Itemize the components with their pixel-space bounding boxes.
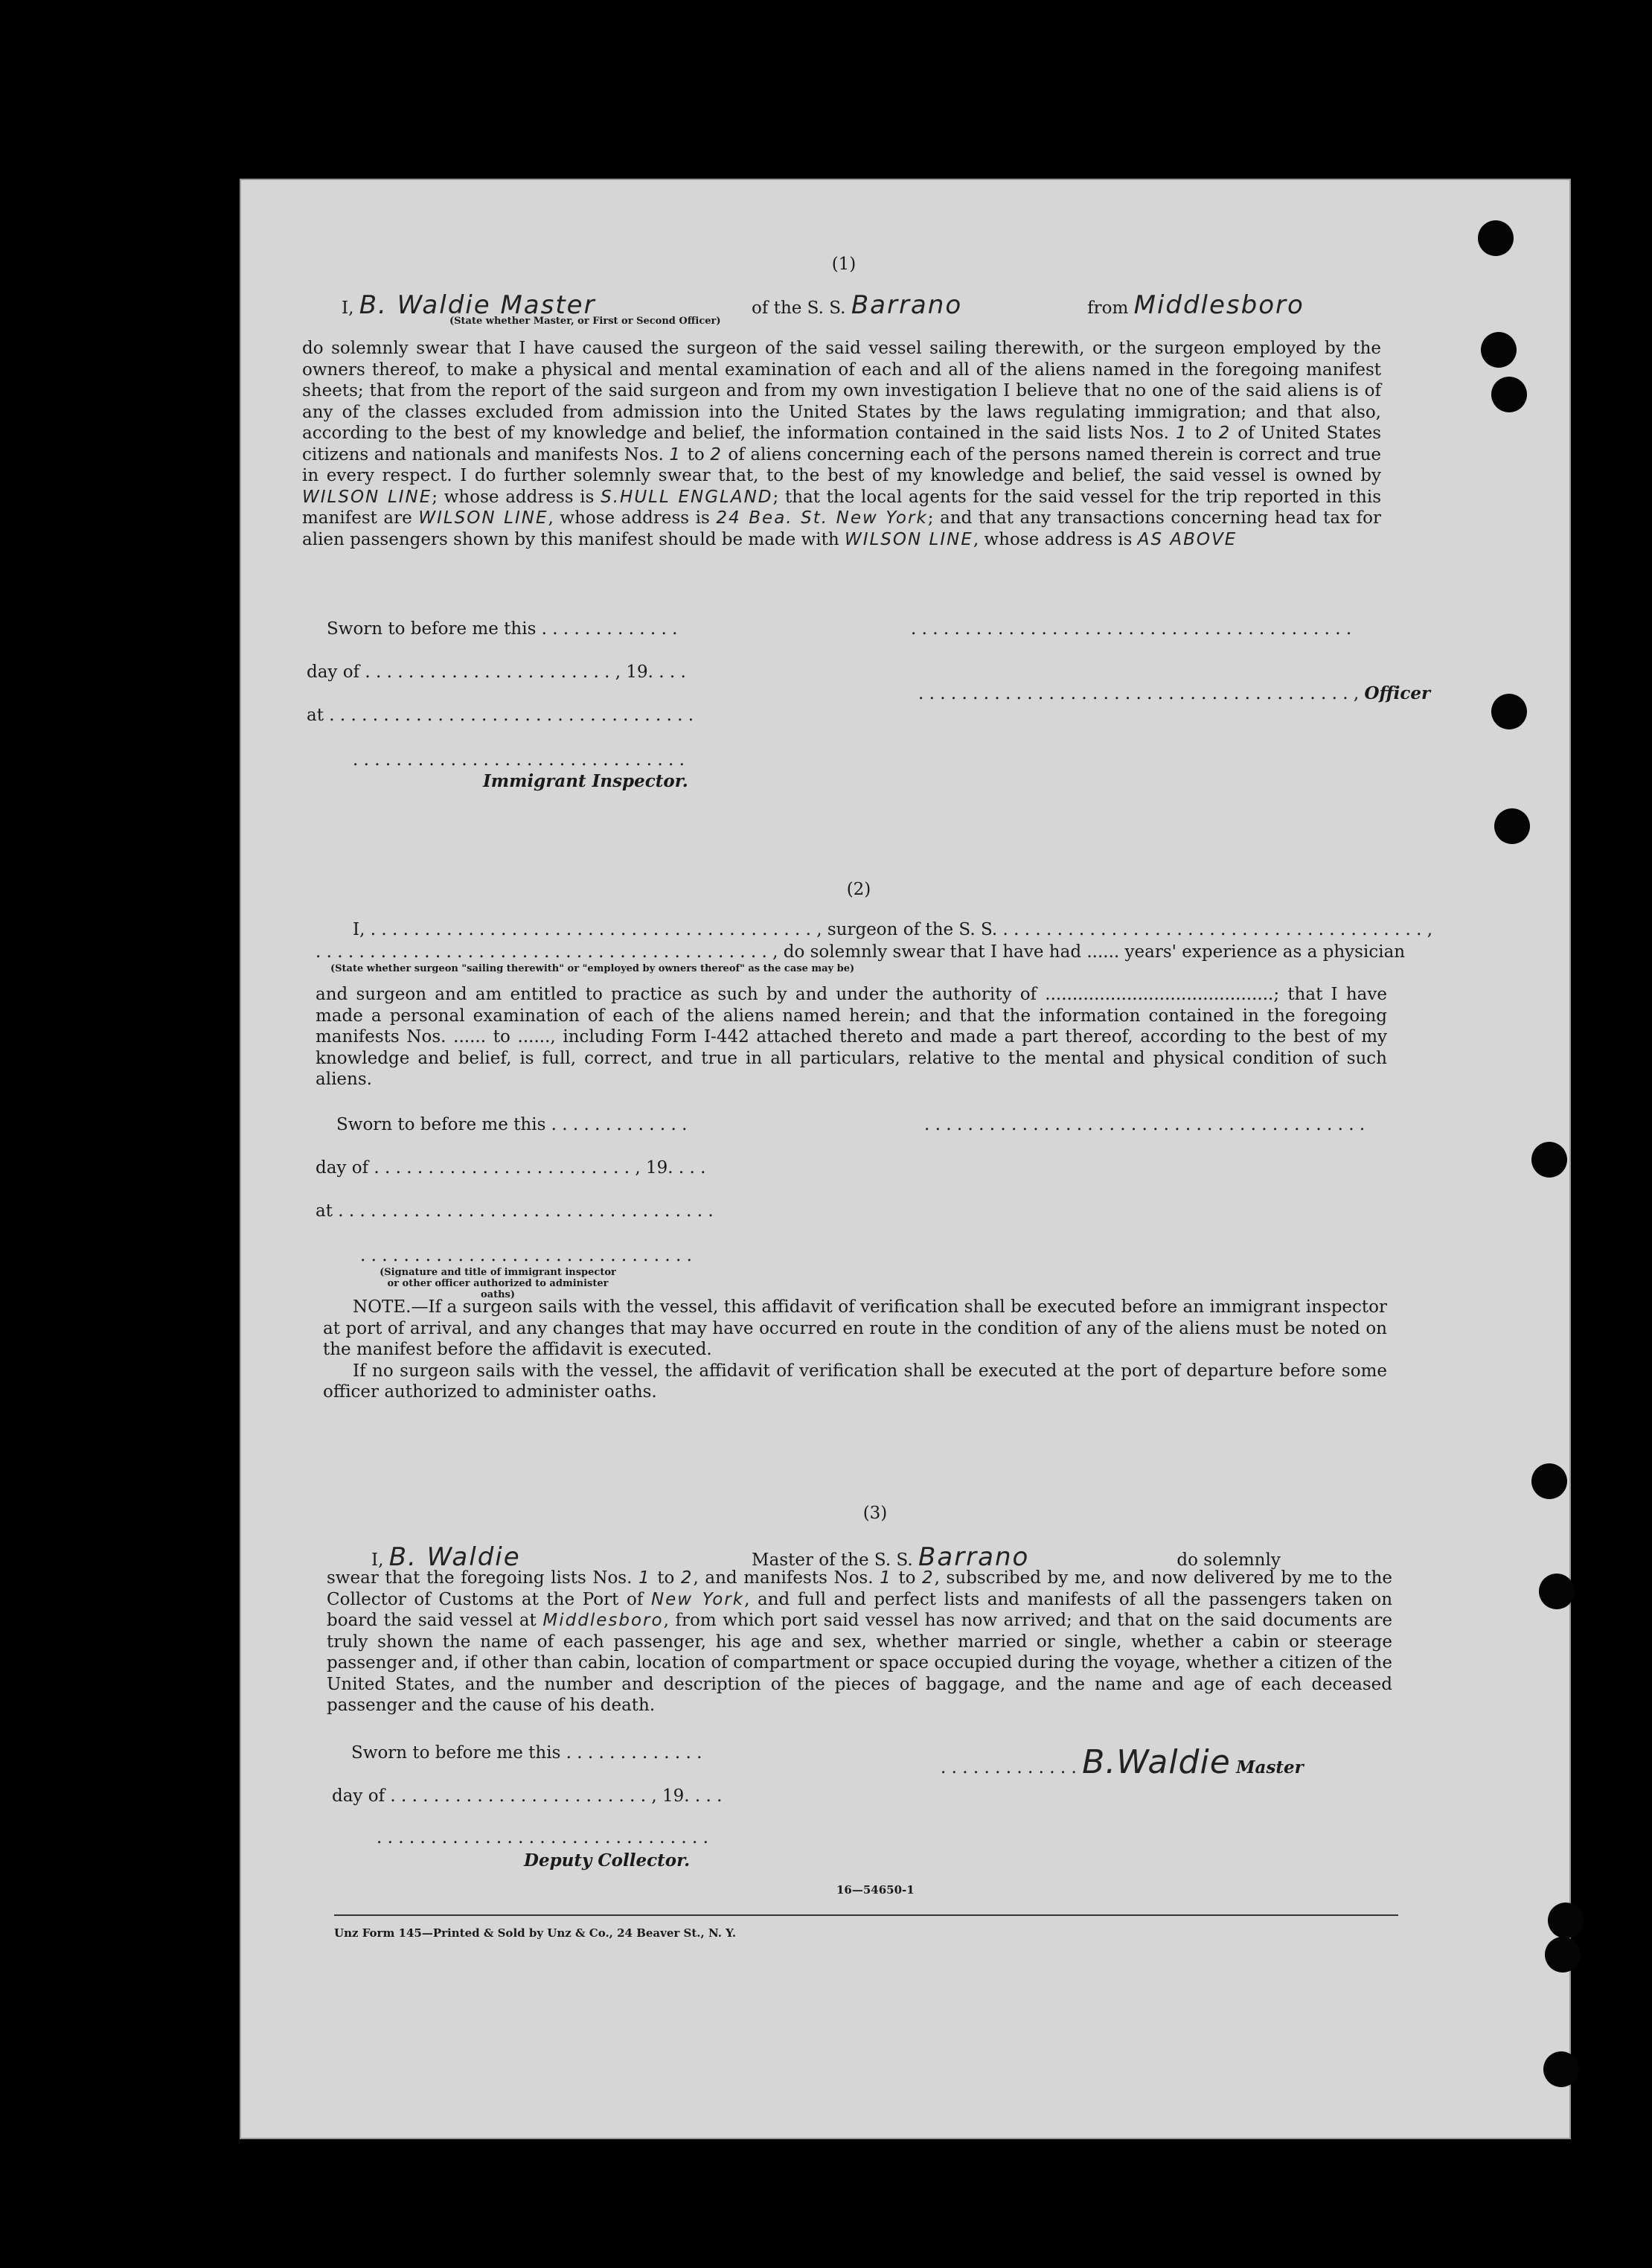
printer-credit: Unz Form 145—Printed & Sold by Unz & Co., 24 Beaver St., N. Y. (334, 1926, 737, 1940)
punch-hole (1548, 1903, 1584, 1938)
punch-hole (1531, 1142, 1567, 1178)
master-label: Master (1236, 1757, 1304, 1777)
s3-vessel-handwritten: Barrano (918, 1542, 1030, 1572)
punch-hole (1531, 1463, 1567, 1499)
i-label: I, (342, 298, 354, 318)
punch-hole (1539, 1574, 1575, 1609)
s3-sworn: Sworn to before me this . . . . . . . . . . . . . (351, 1743, 702, 1763)
s2-at: at . . . . . . . . . . . . . . . . . . . . . . . . . . . . . . . . . . . (316, 1201, 714, 1221)
s3-day-of: day of . . . . . . . . . . . . . . . . . . . . . . . . , 19. . . . (332, 1786, 723, 1806)
s2-line1: I, . . . . . . . . . . . . . . . . . . . . . . . . . . . . . . . . . . . . . . . . . , surgeon of the S. S. . . . . . . . . . . . . . . . . . . . . . . . . . . . . . . . . . . . . . . . , (353, 920, 1433, 939)
s3-signature-line: . . . . . . . . . . . . . B.Waldie Master (941, 1743, 1304, 1781)
s2-day-of: day of . . . . . . . . . . . . . . . . . . . . . . . . , 19. . . . (316, 1158, 706, 1178)
s3-line1: I, B. Waldie Master of the S. S. Barrano do solemnly (371, 1542, 1281, 1572)
s1-day-of: day of . . . . . . . . . . . . . . . . . . . . . . . , 19. . . . (307, 662, 686, 682)
s1-at: at . . . . . . . . . . . . . . . . . . . . . . . . . . . . . . . . . . (307, 706, 694, 725)
manifest-page (240, 179, 1571, 2139)
section-2-note: NOTE.—If a surgeon sails with the vessel, this affidavit of verification shall be executed before an immigrant inspector at port of arrival, and any changes that may have occurred en route in the condition of any of the aliens must be noted on the manifest before the affidavit is executed. If no surgeon sails with the vessel, the affidavit of verification shall be executed at the port of departure before some officer authorized to administer oaths. (323, 1297, 1387, 1402)
s3-master-name-handwritten: B. Waldie (388, 1542, 521, 1572)
section-3-body: swear that the foregoing lists Nos. 1 to 2, and manifests Nos. 1 to 2, subscribed by me, and now delivered by me to the Collector of Customs at the Port of New York, and full and perfect lists and manifests of all the passengers taken on board the said vessel at Middlesboro, from which port said vessel has now arrived; and that on the said documents are truly shown the name of each passenger, his age and sex, whether married or single, whether a cabin or steerage passenger and, if other than cabin, location of compartment or space occupied during the voyage, whether a citizen of the United States, and the number and description of the pieces of baggage, and the name and age of each deceased passenger and the cause of his death. (327, 1568, 1393, 1715)
punch-hole (1478, 220, 1514, 256)
section-1-number: (1) (831, 255, 857, 274)
s1-sworn: Sworn to before me this . . . . . . . . . . . . . (327, 619, 678, 639)
section-2-number: (2) (846, 880, 871, 899)
s2-sig-line: . . . . . . . . . . . . . . . . . . . . . . . . . . . . . . . (360, 1246, 692, 1265)
s3-collector-line: . . . . . . . . . . . . . . . . . . . . . . . . . . . . . . . (377, 1828, 708, 1847)
s1-inspector-line: . . . . . . . . . . . . . . . . . . . . . . . . . . . . . . . (353, 750, 685, 770)
s2-sworn: Sworn to before me this . . . . . . . . . . . . . (336, 1115, 688, 1134)
surgeon-status-label: (State whether surgeon "sailing therewith" or "employed by owners thereof" as the case may be) (330, 963, 855, 974)
officer-label: Officer (1364, 683, 1431, 703)
deputy-collector-label: Deputy Collector. (524, 1850, 691, 1871)
punch-hole (1545, 1937, 1581, 1972)
from-label: from (1087, 298, 1129, 318)
immigrant-inspector-label: Immigrant Inspector. (483, 771, 688, 791)
note-label: NOTE. (353, 1297, 412, 1317)
s1-officer-line: . . . . . . . . . . . . . . . . . . . . . . . . . . . . . . . . . . . . . . . . , Officer (918, 683, 1431, 703)
s1-sworn-line: . . . . . . . . . . . . . . . . . . . . . . . . . . . . . . . . . . . . . . . . . (911, 619, 1352, 639)
punch-hole (1543, 2051, 1579, 2087)
punch-hole (1494, 808, 1530, 844)
vessel-name-handwritten: Barrano (851, 290, 963, 320)
signature-title-label: (Signature and title of immigrant inspector or other officer authorized to administer oaths) (380, 1267, 616, 1300)
footer-rule (334, 1914, 1398, 1916)
punch-hole (1491, 694, 1527, 729)
punch-hole (1491, 377, 1527, 412)
punch-hole (1481, 332, 1517, 368)
master-officer-label: (State whether Master, or First or Second Officer) (449, 316, 721, 327)
section-3-number: (3) (862, 1504, 888, 1523)
section-1-body (302, 338, 1381, 550)
master-signature: B.Waldie (1082, 1743, 1231, 1781)
of-the-ss-label: of the S. S. (752, 298, 846, 318)
master-name-handwritten: B. Waldie Master (359, 290, 596, 320)
form-code: 16—54650-1 (836, 1883, 915, 1897)
section-1-paragraph: do solemnly swear that I have caused the surgeon of the said vessel sailing therewith, or the surgeon employed by the owners thereof, to make a physical and mental examination of each and all of the aliens named in the foregoing manifest sheets; that from the report of the said surgeon and from my own investigation I believe that no one of the said aliens is of any of the classes excluded from admission into the United States by the laws regulating immigration; and that also, according to the best of my knowledge and belief, the information contained in the said lists Nos. 1 to 2 of United States citizens and nationals and manifests Nos. 1 to 2 of aliens concerning each of the persons named therein is correct and true in every respect. I do further solemnly swear that, to the best of my knowledge and belief, the said vessel is owned by WILSON LINE; whose address is S.HULL ENGLAND; that the local agents for the said vessel for the trip reported in this manifest are WILSON LINE, whose address is 24 Bea. St. New York; and that any transactions concerning head tax for alien passengers shown by this manifest should be made with WILSON LINE, whose address is AS ABOVE (302, 339, 1382, 549)
s2-sworn-line: . . . . . . . . . . . . . . . . . . . . . . . . . . . . . . . . . . . . . . . . . (924, 1115, 1366, 1134)
s2-line2: . . . . . . . . . . . . . . . . . . . . . . . . . . . . . . . . . . . . . . . . . . , do solemnly swear that I have had ...... years' experience as a physician (316, 942, 1406, 962)
port-from-handwritten: Middlesboro (1133, 290, 1304, 320)
section-2-body: and surgeon and am entitled to practice as such by and under the authority of ..........................................; that I have made a personal examination of each of the aliens named herein; and that the information contained in the foregoing manifests Nos. ...... to ......, including Form I-442 attached thereto and made a part thereof, according to the best of my knowledge and belief, is full, correct, and true in all particulars, relative to the mental and physical condition of such aliens. (316, 985, 1387, 1089)
